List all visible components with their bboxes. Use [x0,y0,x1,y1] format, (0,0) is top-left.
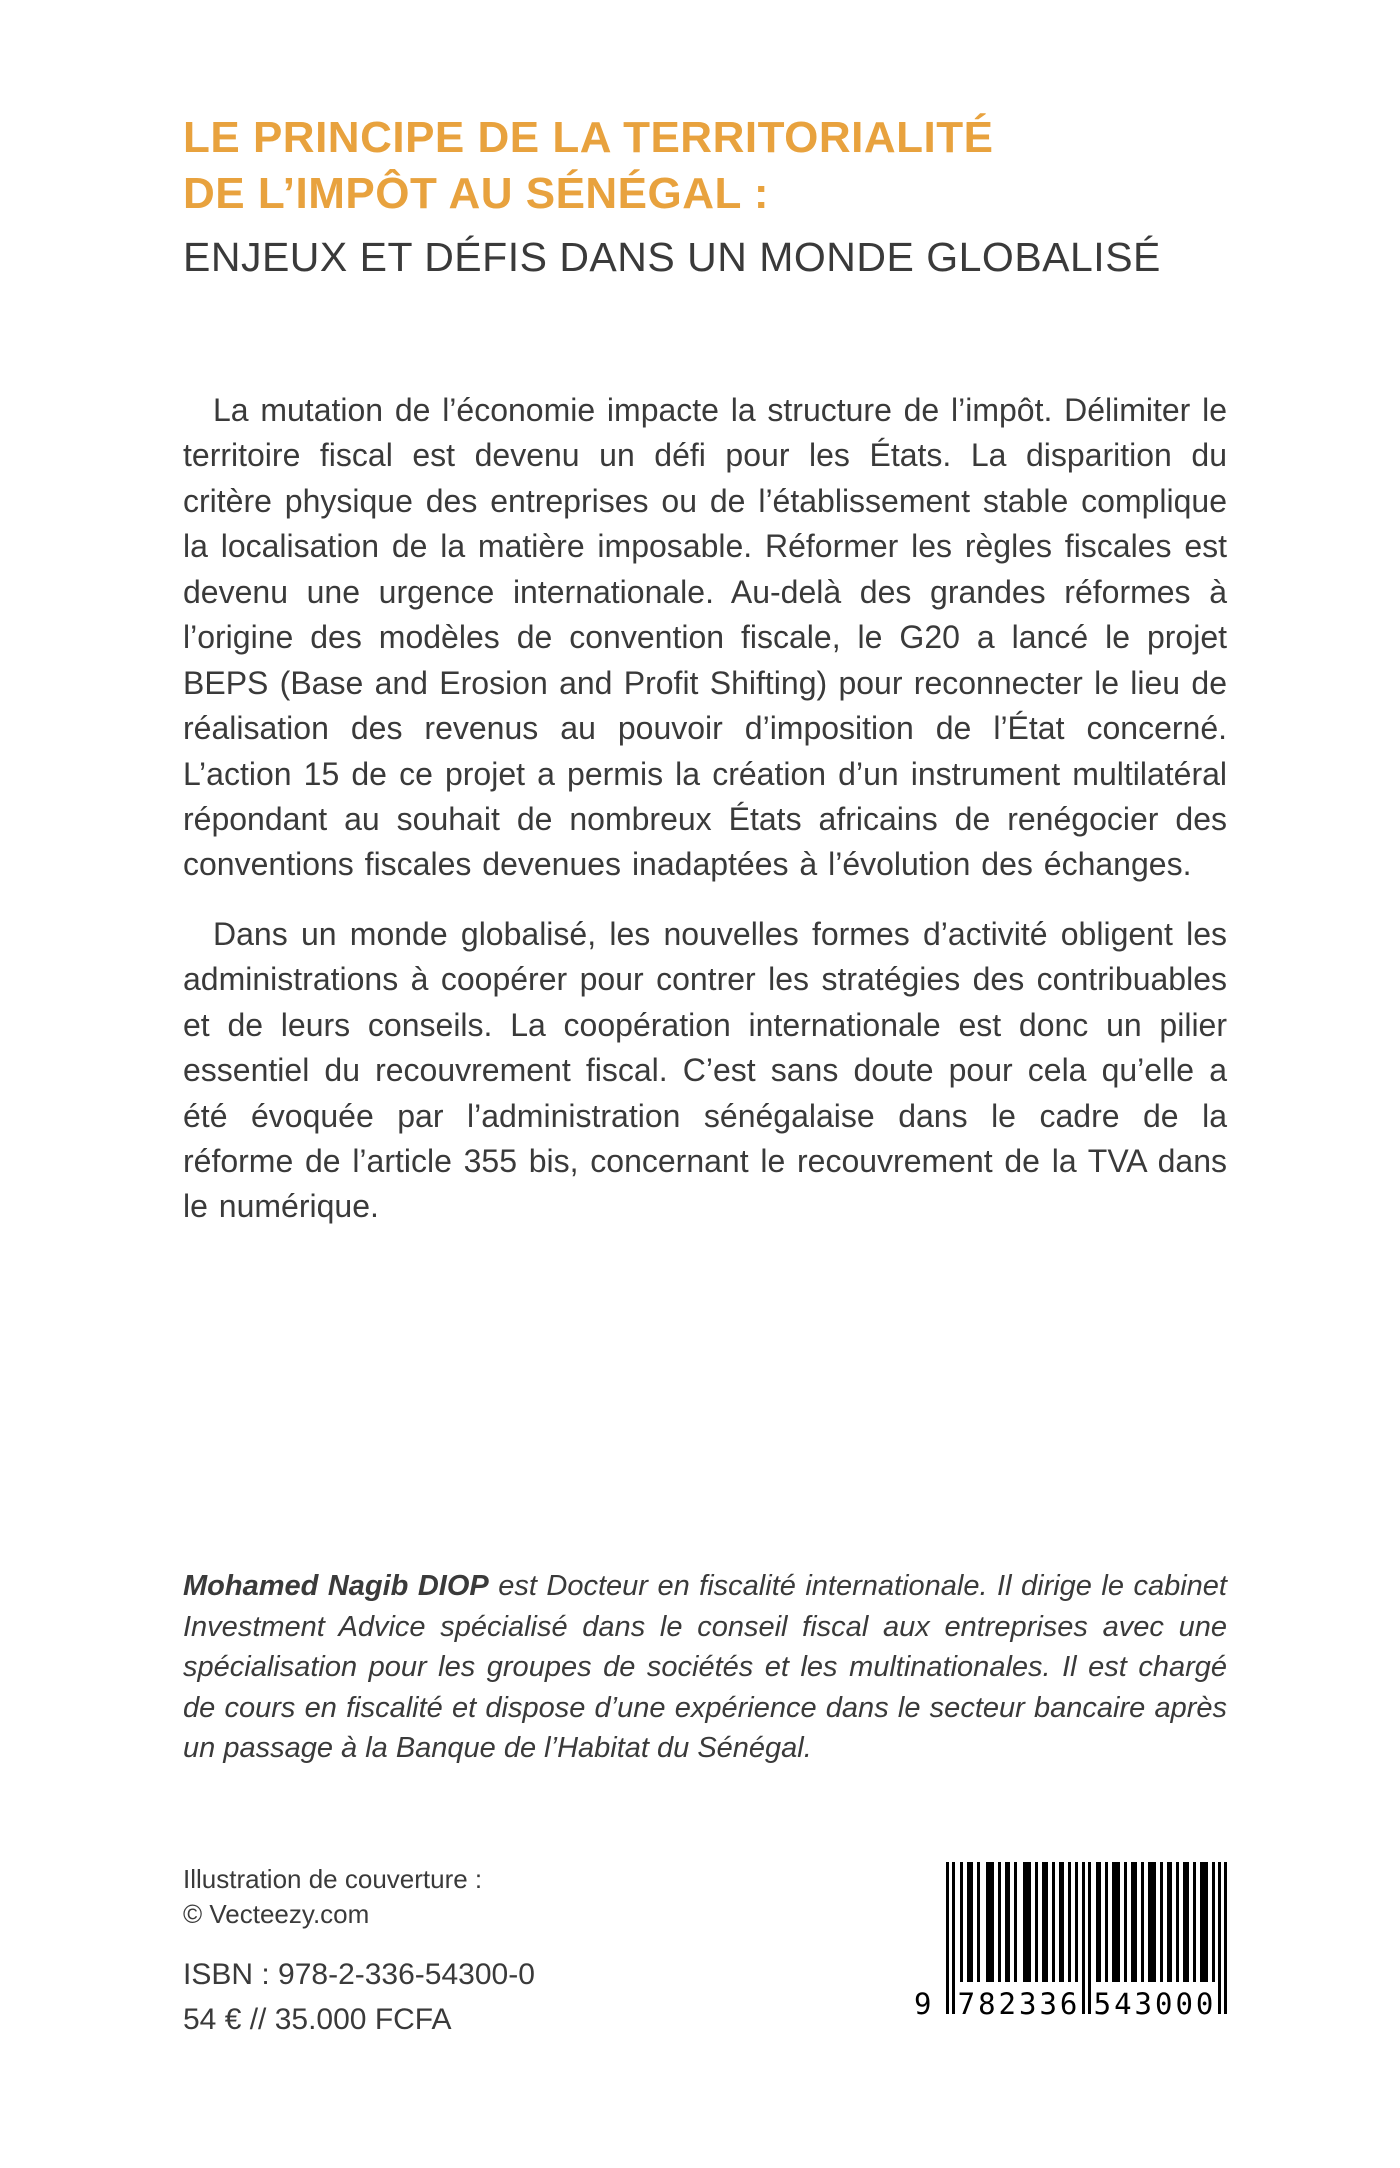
synopsis-paragraph-2: Dans un monde globalisé, les nouvelles formes d’activité obligent les administrations à coopérer pour contrer les stratégies des contribuables et de leurs conseils. La coopération internationale est donc un pilier essentiel du recouvrement fiscal. C’est sans doute pour cela qu’elle a été évoquée par l’administration sénégalaise dans le cadre de la réforme de l’article 355 bis, concernant le recouvrement de la TVA dans le numérique. [183,915,1227,1225]
synopsis [183,388,1227,1254]
illustration-credit-line1: Illustration de couverture : [183,1864,483,1894]
barcode-digit-left: 9 [914,1987,932,2021]
synopsis-paragraph-1: La mutation de l’économie impacte la structure de l’impôt. Délimiter le territoire fiscal est devenu un défi pour les États. La disparition du critère physique des entreprises ou de l’établissement stable complique la localisation de la matière imposable. Réformer les règles fiscales est devenu une urgence internationale. Au-delà des grandes réformes à l’origine des modèles de convention fiscale, le G20 a lancé le projet BEPS (Base and Erosion and Profit Shifting) pour reconnecter le lieu de réalisation des revenus au pouvoir d’imposition de l’État concerné. L’action 15 de ce projet a permis la création d’un instrument multilatéral répondant au souhait de nombreux États africains de renégocier des conventions fiscales devenues inadaptées à l’évolution des échanges. [183,392,1227,883]
barcode [912,1862,1236,2026]
barcode-graphic [912,1862,1236,2026]
price: 54 € // 35.000 FCFA [183,2003,452,2036]
author-bio-text: est Docteur en fiscalité internationale. Il dirige le cabinet Investment Advice spécialisé dans le conseil fiscal aux entreprises avec une spécialisation pour les groupes de sociétés et les multinationales. Il est chargé de cours en fiscalité et dispose d’une expérience dans le secteur bancaire après un passage à la Banque de l’Habitat du Sénégal. [183,1570,1227,1765]
author-name: Mohamed Nagib DIOP [183,1570,489,1602]
book-title-line1: LE PRINCIPE DE LA TERRITORIALITÉ [183,113,994,162]
author-bio-paragraph [183,1566,1227,1769]
title-block [183,110,1253,284]
isbn-price-block [183,1952,535,2042]
barcode-digits-group2: 543000 [1093,1987,1217,2021]
book-subtitle: ENJEUX ET DÉFIS DANS UN MONDE GLOBALISÉ [183,233,1161,280]
barcode-digits-group1: 782336 [957,1987,1081,2021]
book-title-line2: DE L’IMPÔT AU SÉNÉGAL : [183,169,769,219]
book-title [183,110,1253,223]
illustration-credit [183,1862,482,1932]
author-bio [183,1566,1227,1769]
illustration-credit-line2: © Vecteezy.com [183,1899,370,1930]
isbn: ISBN : 978-2-336-54300-0 [183,1958,535,1991]
